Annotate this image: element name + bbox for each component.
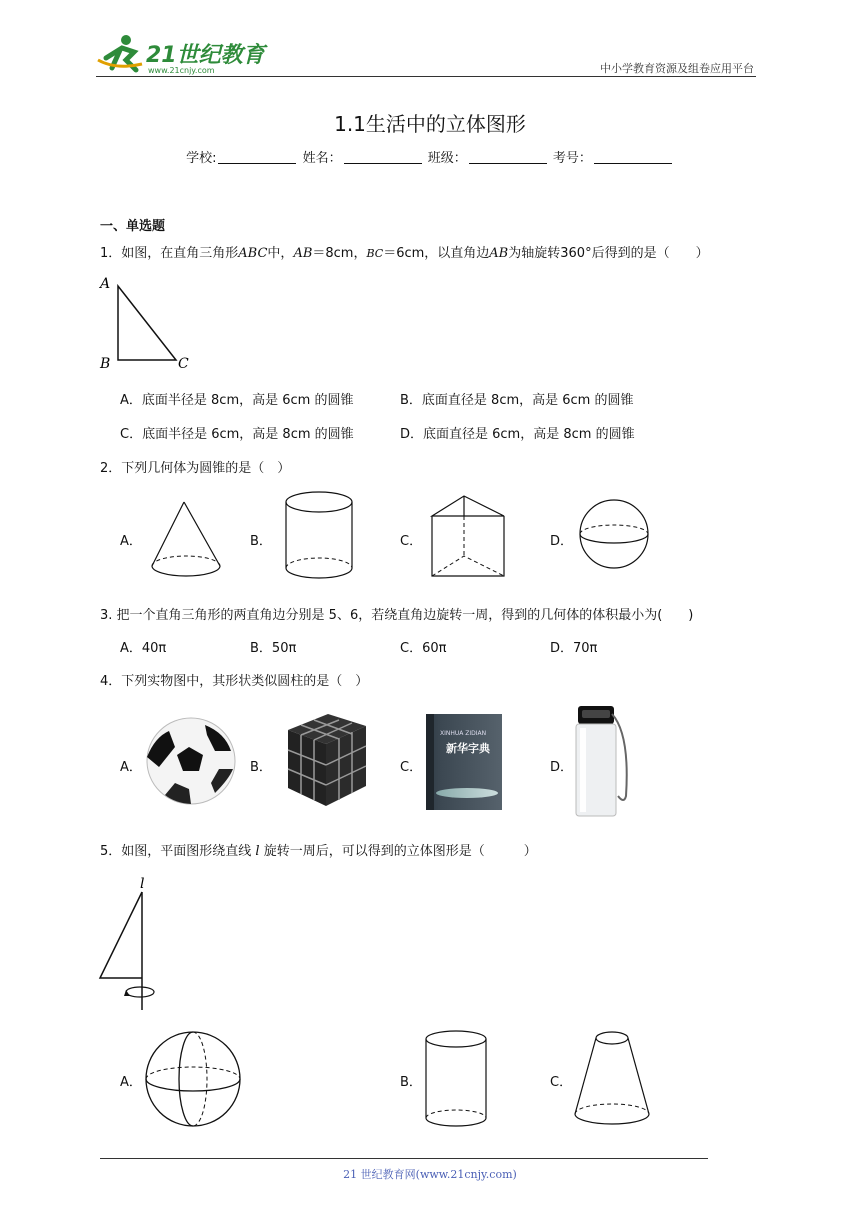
soccer-ball-image	[145, 717, 237, 807]
q1-option-d[interactable]: D．底面直径是 6cm，高是 8cm 的圆锥	[400, 427, 635, 442]
q4-option-b[interactable]: B．	[250, 760, 272, 775]
class-label: 班级：	[427, 151, 467, 166]
right-triangle-figure	[98, 272, 198, 372]
q1-option-a[interactable]: A．底面半径是 8cm，高是 6cm 的圆锥	[120, 393, 354, 408]
cylinder-icon	[424, 1030, 490, 1130]
question-2: 2．下列几何体为圆锥的是（ ）	[100, 461, 291, 476]
sphere-meridian-icon	[144, 1030, 244, 1130]
question-4: 4．下列实物图中，其形状类似圆柱的是（ ）	[100, 674, 369, 689]
q1-option-c[interactable]: C．底面半径是 6cm，高是 8cm 的圆锥	[120, 427, 354, 442]
dictionary-image	[426, 714, 502, 810]
question-5: 5．如图，平面图形绕直线 l 旋转一周后，可以得到的立体图形是（ ）	[100, 844, 537, 859]
q4-option-d[interactable]: D．	[550, 760, 574, 775]
logo-url: www.21cnjy.com	[148, 66, 215, 75]
rotation-figure	[96, 870, 166, 1018]
logo	[96, 30, 266, 78]
footer-divider	[100, 1158, 708, 1159]
q2-option-c[interactable]: C．	[400, 534, 423, 549]
vertex-b-label: B	[100, 356, 111, 372]
name-label: 姓名：	[302, 151, 342, 166]
cylinder-icon	[284, 490, 354, 582]
q3-option-d[interactable]: D．70π	[550, 641, 598, 656]
dictionary-pinyin: XINHUA ZIDIAN	[440, 730, 487, 737]
q2-option-b[interactable]: B．	[250, 534, 272, 549]
sphere-icon	[578, 498, 652, 572]
page-title: 1.1生活中的立体图形	[334, 112, 526, 136]
section-heading: 一、单选题	[100, 219, 166, 234]
water-bottle-image	[572, 704, 632, 820]
q3-option-b[interactable]: B．50π	[250, 641, 297, 656]
school-blank[interactable]	[218, 151, 296, 164]
vertex-a-label: A	[100, 276, 111, 292]
q2-option-a[interactable]: A．	[120, 534, 142, 549]
logo-text: 21世纪教育	[146, 43, 265, 68]
question-1: 1．如图，在直角三角形ABC中，AB＝8cm，BC＝6cm，以直角边AB为轴旋转360°后得到的是（ ）	[100, 246, 709, 261]
header-divider	[96, 76, 756, 77]
exam-no-blank[interactable]	[594, 151, 672, 164]
student-info-fields	[0, 147, 860, 166]
name-blank[interactable]	[344, 151, 422, 164]
q3-option-a[interactable]: A．40π	[120, 641, 167, 656]
triangular-prism-icon	[430, 494, 506, 580]
footer-link[interactable]: 21 世纪教育网(www.21cnjy.com)	[343, 1168, 517, 1181]
dictionary-title: 新华字典	[446, 742, 490, 755]
vertex-c-label: C	[178, 356, 189, 372]
q5-option-a[interactable]: A．	[120, 1075, 142, 1090]
school-label: 学校:	[186, 151, 217, 166]
site-name: 中小学教育资源及组卷应用平台	[600, 62, 754, 75]
axis-l-label: l	[140, 876, 145, 892]
rubiks-cube-image	[276, 712, 368, 808]
question-3: 3. 把一个直角三角形的两直角边分别是 5、6，若绕直角边旋转一周，得到的几何体的体积最小为( )	[100, 608, 694, 623]
q1-option-b[interactable]: B．底面直径是 8cm，高是 6cm 的圆锥	[400, 393, 634, 408]
frustum-icon	[572, 1028, 654, 1128]
q3-option-c[interactable]: C．60π	[400, 641, 447, 656]
q5-option-c[interactable]: C．	[550, 1075, 573, 1090]
exam-no-label: 考号：	[552, 151, 592, 166]
q2-option-d[interactable]: D．	[550, 534, 574, 549]
q4-option-a[interactable]: A．	[120, 760, 142, 775]
class-blank[interactable]	[469, 151, 547, 164]
q5-option-b[interactable]: B．	[400, 1075, 422, 1090]
q4-option-c[interactable]: C．	[400, 760, 423, 775]
cone-icon	[148, 498, 228, 578]
